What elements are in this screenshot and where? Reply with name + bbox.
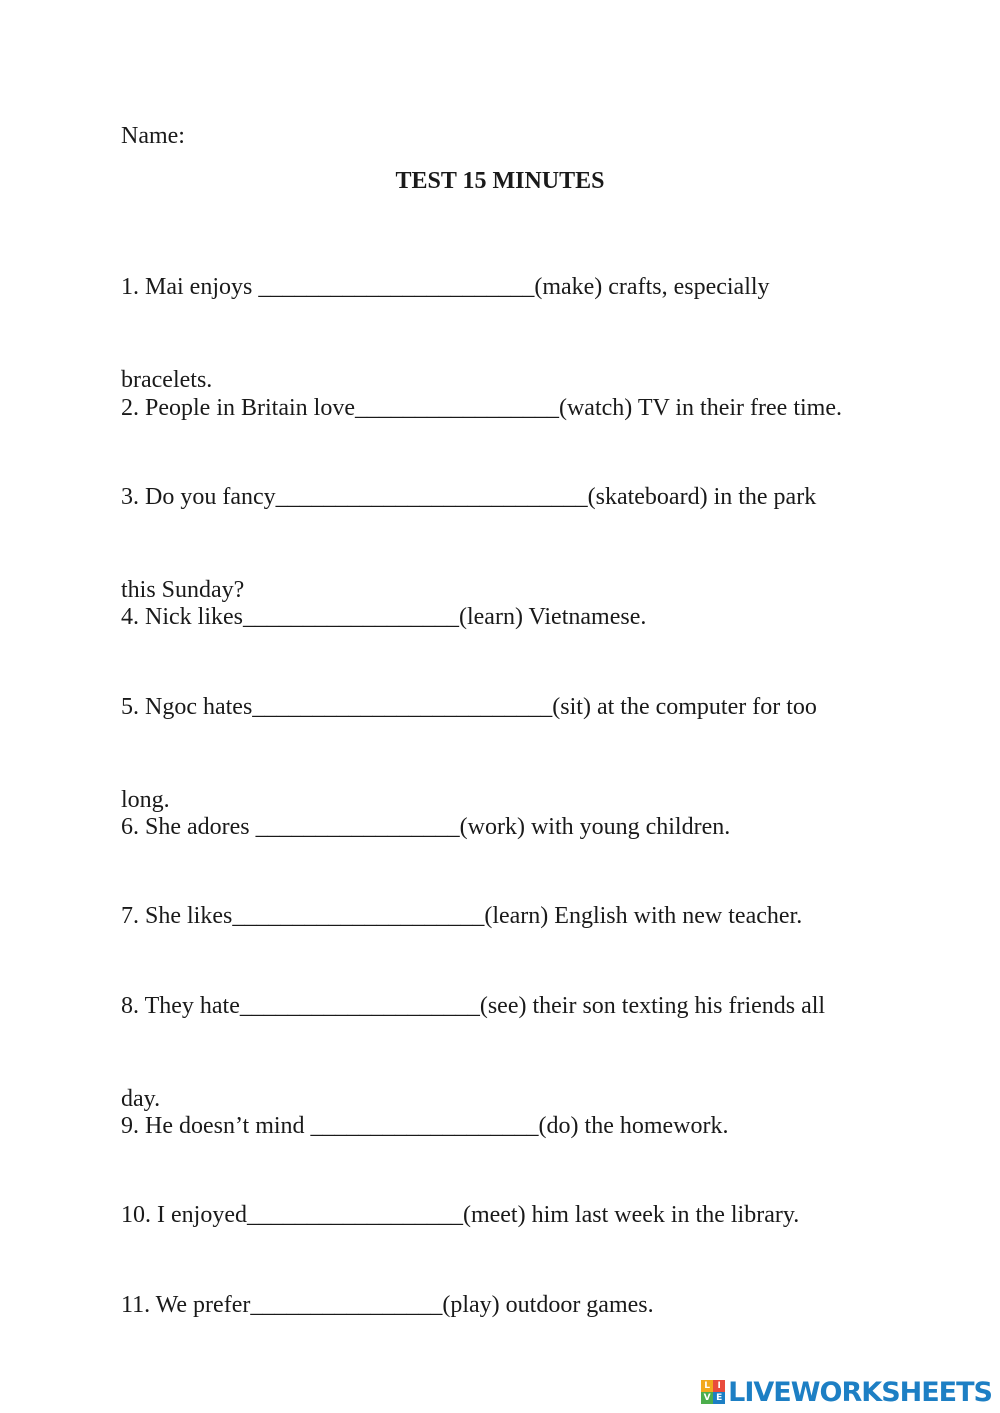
- question-11: [121, 1228, 654, 1352]
- logo-tile-l: L: [701, 1380, 713, 1392]
- question-9-line-1: 9. He doesn’t mind ___________________(do) the homework.: [121, 1113, 729, 1139]
- page-title: TEST 15 MINUTES: [395, 168, 605, 194]
- question-2-line-1: 2. People in Britain love_________________(watch) TV in their free time.: [121, 395, 842, 421]
- liveworksheets-logo-icon: [701, 1380, 725, 1404]
- question-5-line-2: long.: [121, 787, 170, 813]
- question-11-line-1: 11. We prefer________________(play) outdoor games.: [121, 1292, 654, 1318]
- liveworksheets-logo: [701, 1375, 992, 1409]
- question-5-line-1: 5. Ngoc hates_________________________(sit) at the computer for too: [121, 694, 817, 720]
- question-3-line-2: this Sunday?: [121, 577, 245, 603]
- logo-tile-i: I: [713, 1380, 725, 1392]
- question-6-line-1: 6. She adores _________________(work) with young children.: [121, 814, 731, 840]
- question-1-line-1: 1. Mai enjoys _______________________(make) crafts, especially: [121, 274, 770, 300]
- question-1-line-2: bracelets.: [121, 367, 213, 393]
- question-8-line-1: 8. They hate____________________(see) their son texting his friends all: [121, 993, 826, 1019]
- question-10-line-1: 10. I enjoyed__________________(meet) him last week in the library.: [121, 1202, 800, 1228]
- question-3-line-1: 3. Do you fancy__________________________(skateboard) in the park: [121, 484, 817, 510]
- logo-tile-e: E: [713, 1392, 725, 1404]
- name-label: Name:: [121, 123, 185, 149]
- logo-text: LIVEWORKSHEETS: [728, 1376, 992, 1408]
- question-4-line-1: 4. Nick likes__________________(learn) Vietnamese.: [121, 604, 647, 630]
- question-7-line-1: 7. She likes_____________________(learn) English with new teacher.: [121, 903, 803, 929]
- question-8-line-2: day.: [121, 1086, 161, 1112]
- logo-tile-v: V: [701, 1392, 713, 1404]
